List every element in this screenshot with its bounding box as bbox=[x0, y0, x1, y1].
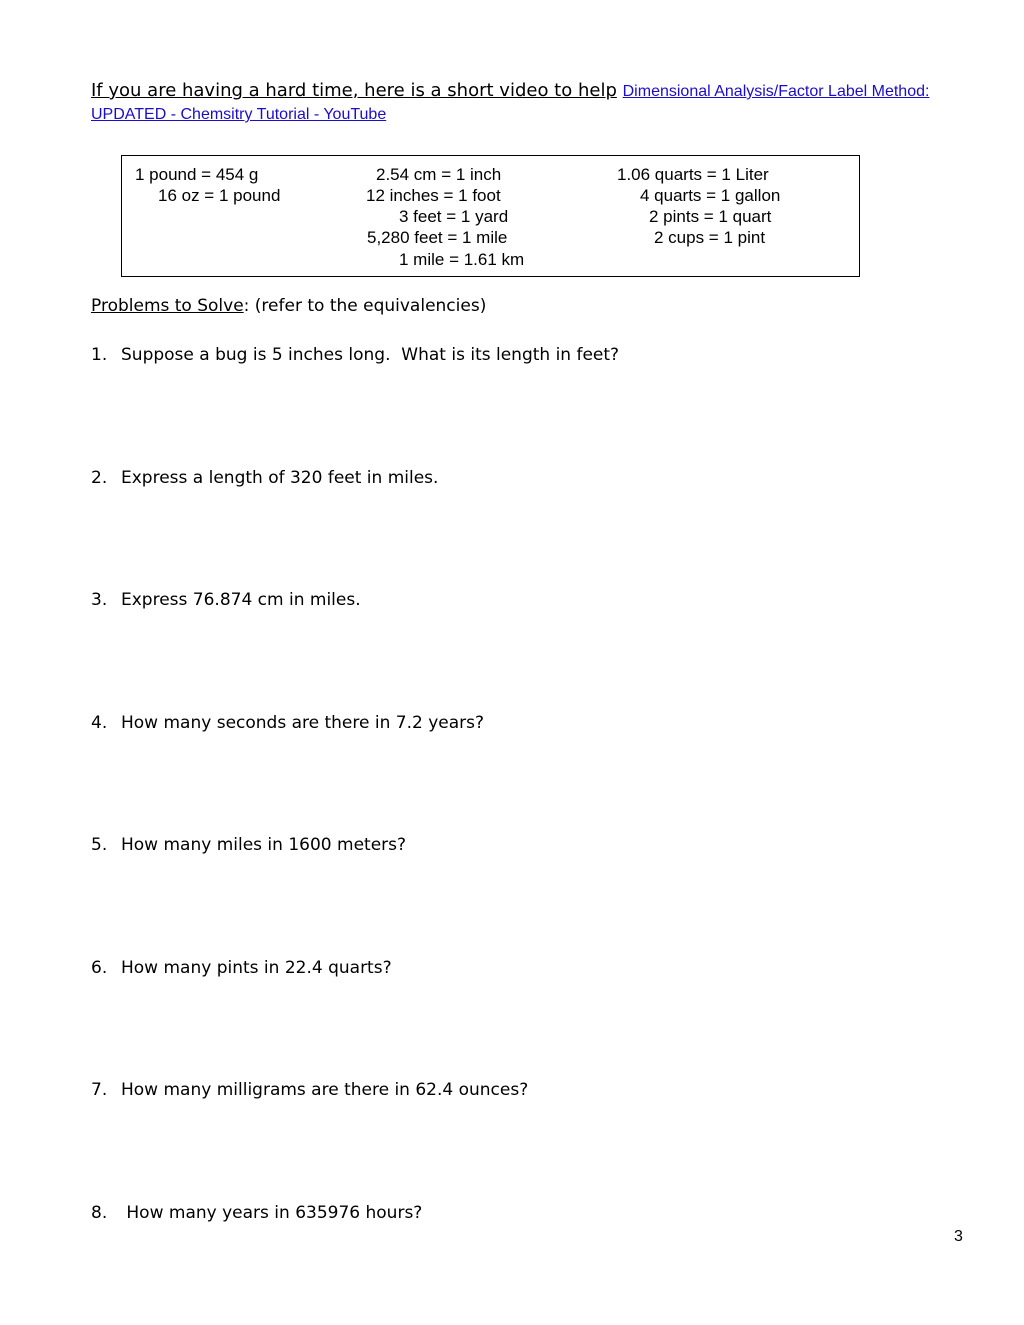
equivalency-volume-3: 2 pints = 1 quart bbox=[649, 207, 772, 226]
problem-number: 4. bbox=[91, 713, 108, 733]
equivalency-volume-1: 1.06 quarts = 1 Liter bbox=[617, 165, 769, 184]
video-link[interactable]: Dimensional Analysis/Factor Label Method: UPDATED - Chemsitry Tutorial - YouTube bbox=[91, 83, 930, 123]
problem-text: How many milligrams are there in 62.4 ounces? bbox=[121, 1080, 529, 1100]
equivalency-length-1: 2.54 cm = 1 inch bbox=[376, 165, 502, 184]
problem-number: 5. bbox=[91, 835, 108, 855]
video-help-paragraph bbox=[91, 80, 971, 126]
problem-number: 2. bbox=[91, 468, 108, 488]
problem-number: 7. bbox=[91, 1080, 108, 1100]
equivalency-mass-1: 1 pound = 454 g bbox=[135, 165, 259, 184]
problem-item bbox=[91, 345, 619, 365]
problem-item bbox=[91, 1203, 422, 1223]
problem-text: How many pints in 22.4 quarts? bbox=[121, 958, 392, 978]
problem-text: Suppose a bug is 5 inches long. What is its length in feet? bbox=[121, 345, 620, 365]
problem-item bbox=[91, 835, 406, 855]
problem-text: Express a length of 320 feet in miles. bbox=[121, 468, 439, 488]
problem-text: How many seconds are there in 7.2 years? bbox=[121, 713, 485, 733]
problem-number: 8. bbox=[91, 1203, 108, 1223]
equivalency-volume-2: 4 quarts = 1 gallon bbox=[640, 186, 781, 205]
equivalency-volume-4: 2 cups = 1 pint bbox=[654, 228, 766, 247]
problem-item bbox=[91, 713, 484, 733]
problem-item bbox=[91, 958, 392, 978]
problem-item bbox=[91, 1080, 528, 1100]
problem-item bbox=[91, 468, 438, 488]
equivalency-length-2: 12 inches = 1 foot bbox=[366, 186, 501, 205]
problems-heading-suffix: : (refer to the equivalencies) bbox=[243, 296, 487, 316]
equivalencies-box bbox=[121, 155, 860, 277]
problem-text: Express 76.874 cm in miles. bbox=[121, 590, 361, 610]
problems-heading-label: Problems to Solve bbox=[91, 296, 244, 316]
equivalency-length-3: 3 feet = 1 yard bbox=[399, 207, 509, 226]
page-number: 3 bbox=[954, 1228, 963, 1245]
problem-text: How many years in 635976 hours? bbox=[121, 1203, 423, 1223]
video-help-lead-text: If you are having a hard time, here is a short video to help bbox=[91, 80, 617, 101]
problem-number: 6. bbox=[91, 958, 108, 978]
problem-text: How many miles in 1600 meters? bbox=[121, 835, 407, 855]
problem-number: 1. bbox=[91, 345, 108, 365]
equivalency-length-5: 1 mile = 1.61 km bbox=[399, 250, 525, 269]
equivalency-mass-2: 16 oz = 1 pound bbox=[158, 186, 281, 205]
problems-heading bbox=[91, 296, 486, 316]
equivalency-length-4: 5,280 feet = 1 mile bbox=[367, 228, 508, 247]
problem-number: 3. bbox=[91, 590, 108, 610]
problem-item bbox=[91, 590, 361, 610]
